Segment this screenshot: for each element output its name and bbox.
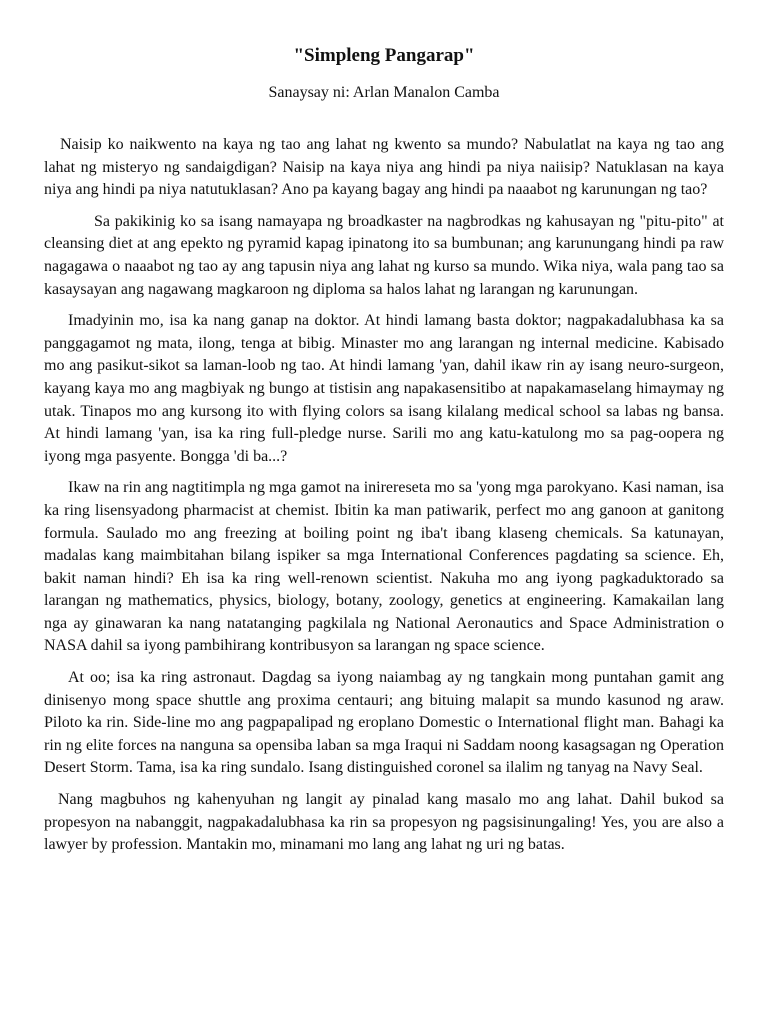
page-title: "Simpleng Pangarap" bbox=[293, 45, 475, 66]
paragraph-4: Ikaw na rin ang nagtitimpla ng mga gamot na inirereseta mo sa 'yong mga parokyano. Kasi naman, isa ka ring lisensyadong pharmacist at chemist. Ibitin ka man patiwarik, perfect mo ang ganoon at ganitong formula. Saulado mo ang freezing at boiling point ng iba't ibang klaseng chemicals. Sa katunayan, madalas kang maimbitahan bilang ispiker sa mga International Conferences pagdating sa science. Eh, bakit naman hindi? Eh isa ka ring well-renown scientist. Nakuha mo ang iyong pagkaduktorado sa larangan ng mathematics, physics, biology, botany, zoology, genetics at engineering. Kamakailan lang nga ay ginawaran ka nang natatanging pagkilala ng National Aeronautics and Space Administration o NASA dahil sa iyong pambihirang kontribusyon sa larangan ng space science. bbox=[44, 479, 724, 655]
document-page bbox=[44, 0, 724, 866]
paragraph-6: Nang magbuhos ng kahenyuhan ng langit ay pinalad kang masalo mo ang lahat. Dahil bukod sa propesyon na nabanggit, nagpakadalubhasa ka rin sa propesyon ng pagsisinungaling! Yes, you are also a lawyer by profession. Mantakin mo, minamani mo lang ang lahat ng uri ng batas. bbox=[44, 791, 724, 854]
paragraph-5: At oo; isa ka ring astronaut. Dagdag sa iyong naiambag ay ng tangkain mong puntahan gamit ang dinisenyo mong space shuttle ang proxima centauri; ang bituing malapit sa mundo kasunod ng araw. Piloto ka rin. Side-line mo ang pagpapalipad ng eroplano Domestic o International flight man. Bahagi ka rin ng elite forces na nanguna sa opensiba laban sa mga Iraqui ni Saddam noong kasagsagan ng Operation Desert Storm. Tama, isa ka ring sundalo. Isang distinguished coronel sa ilalim ng tanyag na Navy Seal. bbox=[44, 669, 724, 777]
paragraph-2: Sa pakikinig ko sa isang namayapa ng broadkaster na nagbrodkas ng kahusayan ng "pitu-pito" at cleansing diet at ang epekto ng pyramid kapag ipinatong ito sa bumbunan; ang karunungang hindi pa raw nagagawa o naaabot ng tao ay ang tapusin niya ang lahat ng kurso sa mundo. Wika niya, wala pang tao sa kasaysayan ang nagawang magkaroon ng diploma sa halos lahat ng larangan ng karunungan. bbox=[44, 212, 724, 298]
paragraph-3: Imadyinin mo, isa ka nang ganap na doktor. At hindi lamang basta doktor; nagpakadalubhasa ka sa panggagamot ng mata, ilong, tenga at bibig. Minaster mo ang larangan ng internal medicine. Kabisado mo ang pasikut-sikot sa laman-loob ng tao. At hindi lamang 'yan, dahil ikaw rin ay isang neuro-surgeon, kayang kaya mo ang magbiyak ng bungo at tistisin ang napakasensitibo at napakamaselang himaymay ng utak. Tinapos mo ang kursong ito with flying colors sa isang kilalang medical school sa labas ng bansa. At hindi lamang 'yan, isa ka ring full-pledge nurse. Sarili mo ang katu-katulong mo sa pag-oopera ng iyong mga pasyente. Bongga 'di ba...? bbox=[44, 312, 724, 465]
author-line: Sanaysay ni: Arlan Manalon Camba bbox=[268, 84, 500, 101]
essay-body bbox=[44, 134, 724, 857]
paragraph-1: Naisip ko naikwento na kaya ng tao ang lahat ng kwento sa mundo? Nabulatlat na kaya ng tao ang lahat ng misteryo ng sandaigdigan? Naisip na kaya niya ang hindi pa niya naiisip? Natuklasan na kaya niya ang hindi pa niya natutuklasan? Ano pa kayang bagay ang hindi pa naaabot ng karunungan ng tao? bbox=[44, 136, 724, 199]
